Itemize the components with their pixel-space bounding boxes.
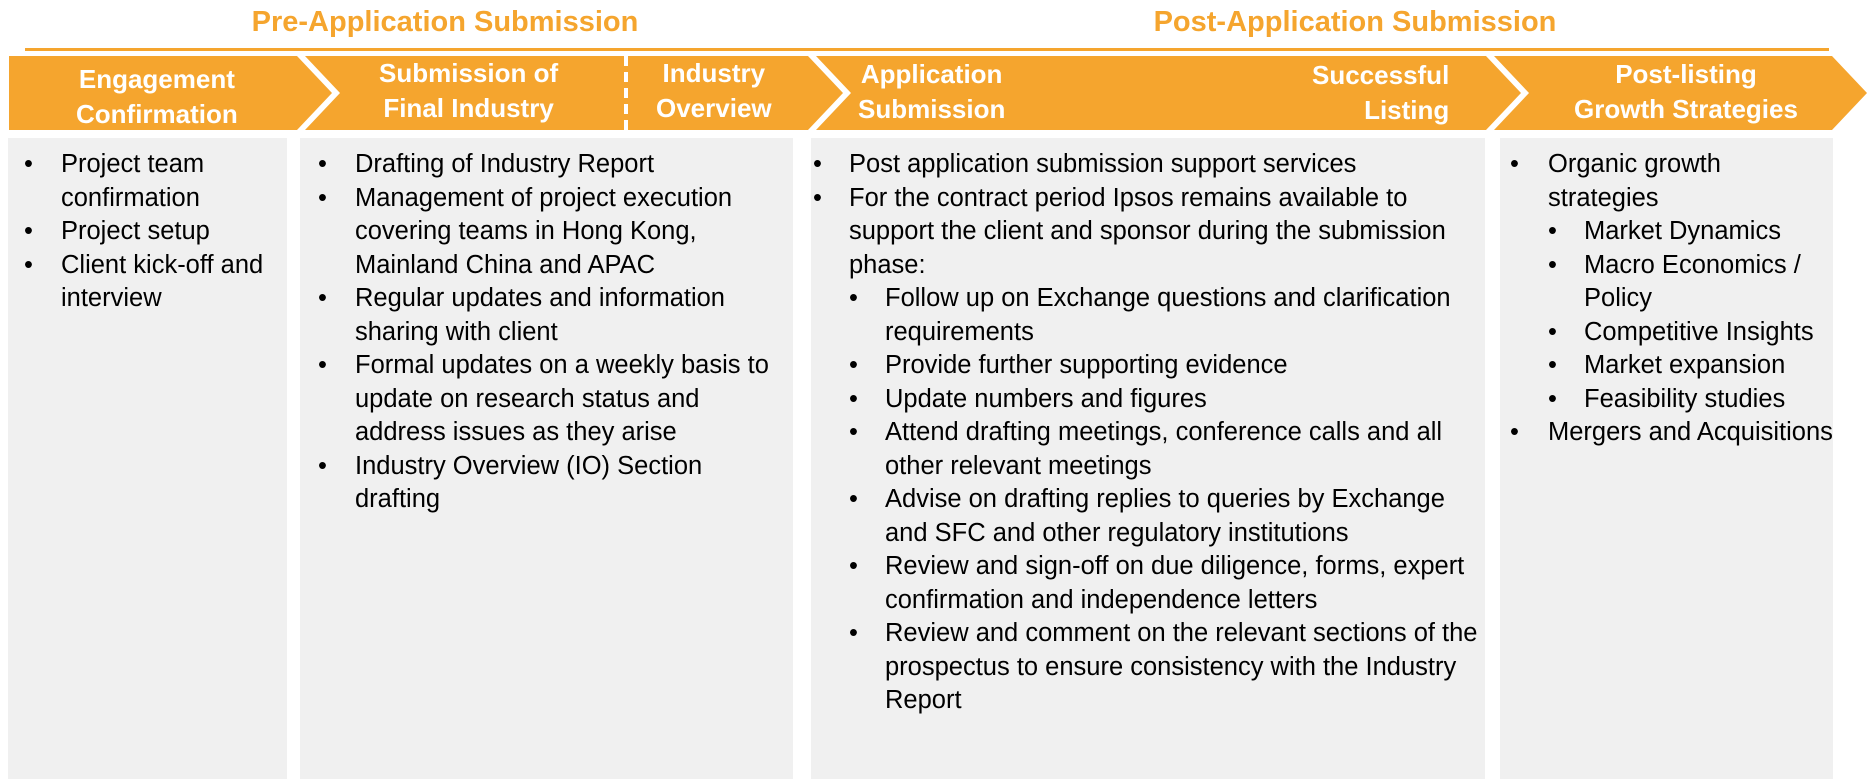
list-item: • Management of project execution covering teams in Hong Kong, Mainland China and APAC [300,182,793,283]
phase-title-pre-application: Pre-Application Submission [251,6,639,38]
list-item-text: Organic growth strategies [1548,150,1721,212]
stage-successful-listing [1312,58,1449,128]
panel-engagement-confirmation [8,138,287,779]
list-item: • Project team confirmation [8,148,287,215]
sub-list-item: • Macro Economics / Policy [1548,249,1833,316]
sub-list-item: • Competitive Insights [1548,316,1833,350]
bullet-list [8,148,287,316]
stage-label-line: Submission [858,94,1006,124]
stage-post-listing-growth [1574,57,1798,127]
bullet-list [1500,148,1833,450]
panel-post-listing-growth [1500,138,1833,779]
sub-bullet-list [1548,215,1833,416]
stage-label-line: Listing [1364,95,1450,125]
list-item: • Project setup [8,215,287,249]
stage-label-line: Growth Strategies [1574,94,1798,124]
sub-list-item: • Provide further supporting evidence [849,349,1485,383]
sub-list-item: • Feasibility studies [1548,383,1833,417]
list-item-text: For the contract period Ipsos remains available to support the client and sponsor during the submission phase: [849,183,1446,279]
list-item [1500,148,1833,416]
sub-list-item: • Attend drafting meetings, conference calls and all other relevant meetings [849,416,1485,483]
stage-label-line: Overview [656,93,772,123]
bullet-list [811,148,1485,718]
sub-list-item: • Advise on drafting replies to queries by Exchange and SFC and other regulatory institutions [849,483,1485,550]
sub-list-item: • Market expansion [1548,349,1833,383]
stage-submission-final-industry [379,56,558,126]
list-item [811,182,1485,718]
panel-application-submission [811,138,1485,779]
stage-label-line: Successful [1312,60,1450,90]
list-item: • Client kick-off and interview [8,249,287,316]
stage-industry-overview [656,56,772,126]
stage-label-line: Confirmation [76,99,238,129]
stage-application-submission [858,57,1005,127]
panel-industry-report [300,138,793,779]
stage-label-line: Final Industry [383,93,554,123]
sub-list-item: • Review and sign-off on due diligence, forms, expert confirmation and independence letters [849,550,1485,617]
list-item: • Mergers and Acquisitions [1500,416,1833,450]
sub-list-item: • Market Dynamics [1548,215,1833,249]
list-item: • Formal updates on a weekly basis to update on research status and address issues as they arise [300,349,793,450]
stage-label-line: Application [860,59,1003,89]
list-item: • Regular updates and information sharing with client [300,282,793,349]
stage-label-line: Submission of [379,58,559,88]
bullet-list [300,148,793,517]
stage-label-line: Industry [662,58,766,88]
phase-title-post-application: Post-Application Submission [1153,6,1557,38]
sub-list-item: • Review and comment on the relevant sections of the prospectus to ensure consistency with the Industry Report [849,617,1485,718]
sub-list-item: • Update numbers and figures [849,383,1485,417]
stage-label-line: Post-listing [1615,59,1757,89]
sub-bullet-list [849,282,1485,718]
list-item: • Drafting of Industry Report [300,148,793,182]
list-item: • Post application submission support services [811,148,1485,182]
stage-engagement-confirmation [76,62,238,132]
stage-label-line: Engagement [78,64,235,94]
sub-list-item: • Follow up on Exchange questions and clarification requirements [849,282,1485,349]
list-item: • Industry Overview (IO) Section drafting [300,450,793,517]
